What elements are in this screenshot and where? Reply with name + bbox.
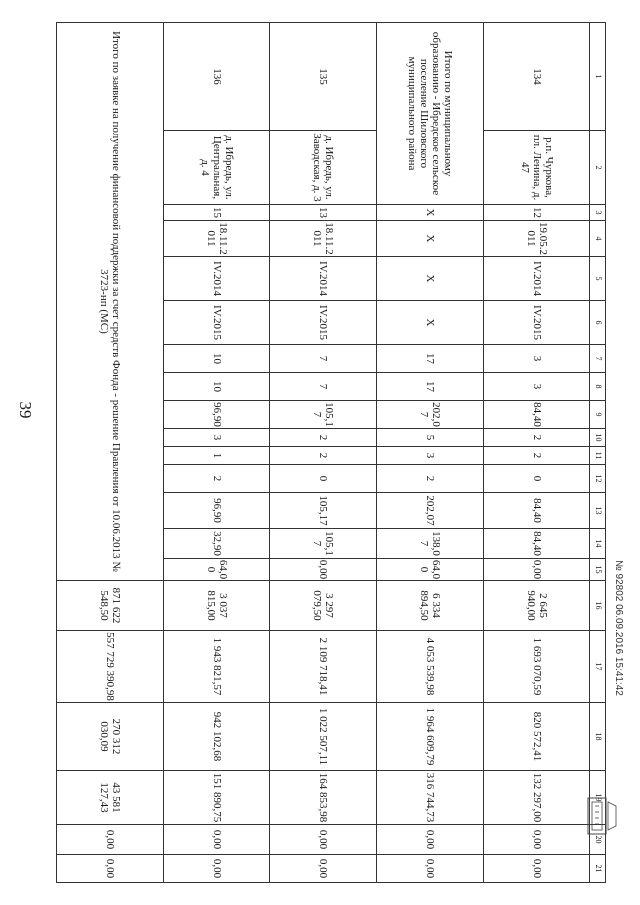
header-cell: 11 xyxy=(590,447,606,465)
row-number: 136 xyxy=(163,23,270,131)
header-cell: 12 xyxy=(590,465,606,493)
table-row-135 xyxy=(270,23,377,883)
header-cell: 13 xyxy=(590,493,606,529)
table-cell: 0,00 xyxy=(270,559,377,581)
address-cell: д. Ибредь, ул. Заводская, д. 3 xyxy=(270,131,377,205)
table-cell: 1 943 821,57 xyxy=(163,631,270,703)
table-cell: 316 744,73 xyxy=(377,771,484,825)
header-cell: 6 xyxy=(590,301,606,345)
total-label: Итого по заявке на получение финансовой поддержки за счет средств Фонда - решение Правления от 10.06.2013 № 3723-нп (МС) xyxy=(57,23,164,581)
table-cell: 3 xyxy=(483,373,590,401)
table-cell: 871 622 548,50 xyxy=(57,581,164,631)
table-cell: 5 xyxy=(377,429,484,447)
table-cell: 32,90 xyxy=(163,529,270,559)
table-cell: 202,07 xyxy=(377,401,484,429)
table-cell: 1 964 609,79 xyxy=(377,703,484,771)
table-cell: 0,00 xyxy=(377,855,484,883)
header-cell: 15 xyxy=(590,559,606,581)
table-cell: 820 572,41 xyxy=(483,703,590,771)
header-cell: 10 xyxy=(590,429,606,447)
table-row-136 xyxy=(163,23,270,883)
table-cell: 1 022 507,11 xyxy=(270,703,377,771)
table-cell: X xyxy=(377,221,484,257)
header-cell: 18 xyxy=(590,703,606,771)
table-cell: 0,00 xyxy=(57,825,164,855)
table-cell: 84,40 xyxy=(483,493,590,529)
table-cell: 3 xyxy=(377,447,484,465)
table-cell: 84,40 xyxy=(483,529,590,559)
table-cell: 0,00 xyxy=(483,825,590,855)
table-cell: 0,00 xyxy=(270,825,377,855)
table-cell: 942 102,68 xyxy=(163,703,270,771)
table-cell: 202,07 xyxy=(377,493,484,529)
table-cell: X xyxy=(377,257,484,301)
row-number: 135 xyxy=(270,23,377,131)
housing-program-table xyxy=(56,22,606,883)
table-cell: IV.2014 xyxy=(483,257,590,301)
stamp-text: № 92802 06.09.2016 15:41:42 xyxy=(613,560,624,696)
table-row-134 xyxy=(483,23,590,883)
table-cell: 0 xyxy=(270,465,377,493)
table-cell: 2 xyxy=(163,465,270,493)
table-cell: 2 xyxy=(377,465,484,493)
subtotal-label: Итого по муниципальному образованию - Ибредское сельское поселение Шиловского муниципального района xyxy=(377,23,484,205)
table-cell: 138,07 xyxy=(377,529,484,559)
table-cell: 0,00 xyxy=(57,855,164,883)
table-cell: 17 xyxy=(377,345,484,373)
table-cell: 64,00 xyxy=(163,559,270,581)
header-cell: 9 xyxy=(590,401,606,429)
table-cell: 0,00 xyxy=(483,855,590,883)
header-cell: 19 xyxy=(590,771,606,825)
table-cell: 1 693 070,59 xyxy=(483,631,590,703)
table-cell: IV.2015 xyxy=(270,301,377,345)
header-cell: 14 xyxy=(590,529,606,559)
table-cell: 18.11.2011 xyxy=(270,221,377,257)
table-cell: X xyxy=(377,205,484,221)
table-cell: 17 xyxy=(377,373,484,401)
table-cell: 6 334 894,50 xyxy=(377,581,484,631)
header-cell: 8 xyxy=(590,373,606,401)
table-cell: 151 890,75 xyxy=(163,771,270,825)
table-cell: 7 xyxy=(270,345,377,373)
table-cell: 557 729 390,98 xyxy=(57,631,164,703)
address-cell: р.п. Чуркова, пл. Ленина, д. 47 xyxy=(483,131,590,205)
table-cell: 3 xyxy=(163,429,270,447)
table-cell: 0,00 xyxy=(377,825,484,855)
table-cell: 64,00 xyxy=(377,559,484,581)
table-row-subtotal xyxy=(377,23,484,883)
table-cell: 43 581 127,43 xyxy=(57,771,164,825)
table-cell: 13 xyxy=(270,205,377,221)
header-cell: 17 xyxy=(590,631,606,703)
row-number: 134 xyxy=(483,23,590,131)
table-cell: 164 853,98 xyxy=(270,771,377,825)
header-cell: 7 xyxy=(590,345,606,373)
table-cell: 10 xyxy=(163,345,270,373)
table-cell: 15 xyxy=(163,205,270,221)
table-cell: IV.2015 xyxy=(163,301,270,345)
table-cell: 4 053 539,98 xyxy=(377,631,484,703)
header-cell: 3 xyxy=(590,205,606,221)
table-cell: 2 xyxy=(483,447,590,465)
organization-logo-icon xyxy=(586,792,620,840)
table-cell: 0,00 xyxy=(163,855,270,883)
table-cell: 19.05.2011 xyxy=(483,221,590,257)
table-cell: 105,17 xyxy=(270,493,377,529)
page-number: 39 xyxy=(16,401,35,419)
table-row-total xyxy=(57,23,164,883)
table-cell: 2 xyxy=(270,429,377,447)
table-cell: 2 xyxy=(483,429,590,447)
table-cell: 18.11.2011 xyxy=(163,221,270,257)
table-cell: 0,00 xyxy=(270,855,377,883)
table-cell: 7 xyxy=(270,373,377,401)
table-cell: 3 297 079,50 xyxy=(270,581,377,631)
header-cell: 4 xyxy=(590,221,606,257)
table-cell: 96,90 xyxy=(163,401,270,429)
table-cell: 10 xyxy=(163,373,270,401)
rotated-table xyxy=(56,22,606,879)
table-cell: 12 xyxy=(483,205,590,221)
header-cell: 2 xyxy=(590,131,606,205)
header-cell: 5 xyxy=(590,257,606,301)
table-cell: 2 109 718,41 xyxy=(270,631,377,703)
table-cell: 3 037 815,00 xyxy=(163,581,270,631)
header-cell: 20 xyxy=(590,825,606,855)
table-cell: IV.2014 xyxy=(163,257,270,301)
header-cell: 1 xyxy=(590,23,606,131)
table-cell: 0 xyxy=(483,465,590,493)
table-cell: 0,00 xyxy=(163,825,270,855)
table-cell: X xyxy=(377,301,484,345)
table-cell: 3 xyxy=(483,345,590,373)
table-cell: 270 312 030,09 xyxy=(57,703,164,771)
header-cell: 21 xyxy=(590,855,606,883)
table-cell: 0,00 xyxy=(483,559,590,581)
table-cell: IV.2014 xyxy=(270,257,377,301)
table-cell: 105,17 xyxy=(270,529,377,559)
table-container xyxy=(56,22,606,879)
header-cell: 16 xyxy=(590,581,606,631)
table-cell: 96,90 xyxy=(163,493,270,529)
table-cell: 1 xyxy=(163,447,270,465)
table-cell: 132 297,00 xyxy=(483,771,590,825)
table-cell: 105,17 xyxy=(270,401,377,429)
table-cell: 2 645 940,00 xyxy=(483,581,590,631)
table-cell: IV.2015 xyxy=(483,301,590,345)
table-cell: 84,40 xyxy=(483,401,590,429)
address-cell: д. Ибредь, ул. Центральная, д. 4 xyxy=(163,131,270,205)
table-cell: 2 xyxy=(270,447,377,465)
